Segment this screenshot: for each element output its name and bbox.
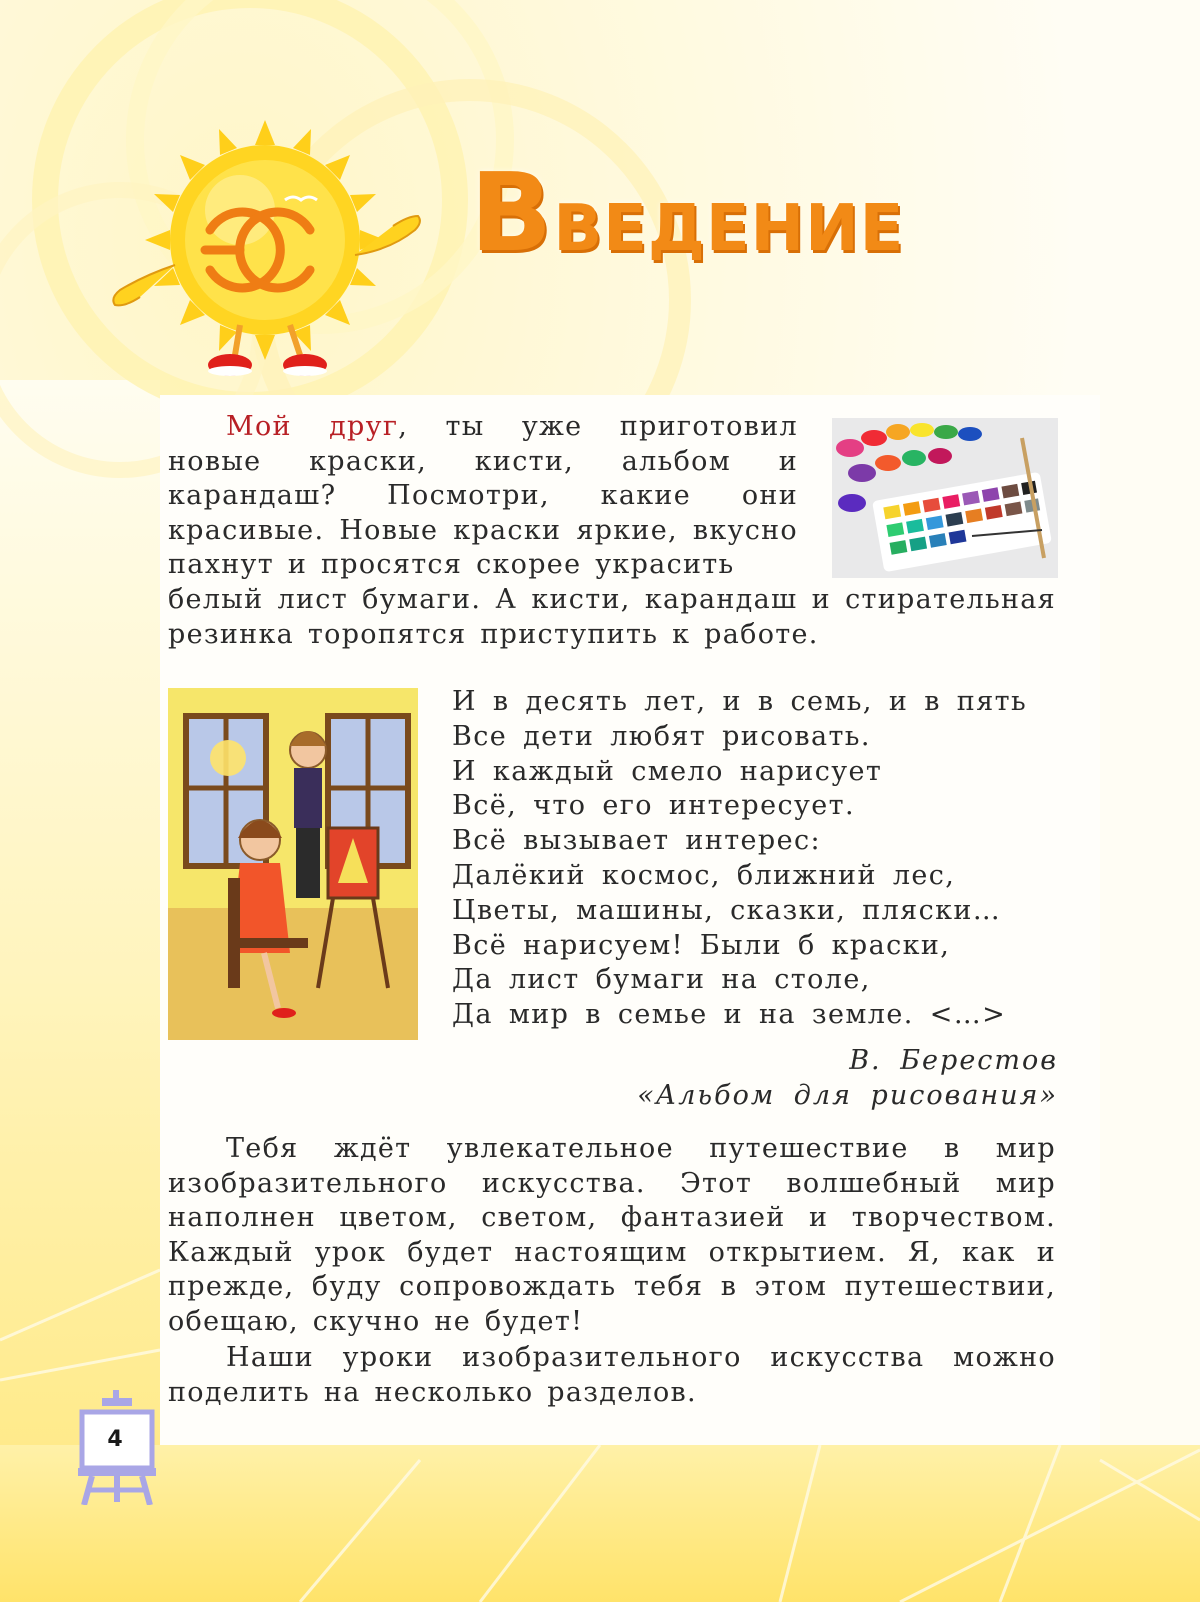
poem-line: Да лист бумаги на столе, xyxy=(452,964,871,996)
poem-line: И каждый смело нарисует xyxy=(452,755,883,787)
child-drawing-illustration xyxy=(168,688,418,1040)
poem-line: Всё вызывает интерес: xyxy=(452,825,822,857)
poem-attribution xyxy=(637,1043,1058,1113)
page-title xyxy=(470,151,905,276)
poem xyxy=(452,685,1062,1033)
title-rest: ВЕДЕНИЕ xyxy=(553,192,905,266)
sun-mascot-icon xyxy=(105,115,435,390)
poem-line: И в десять лет, и в семь, и в пять xyxy=(452,686,1028,717)
intro-paragraph xyxy=(168,410,798,583)
page-number: 4 xyxy=(107,1427,123,1452)
body-paragraph: Тебя ждёт увлекательное путешествие в мир изобразительного искусства. Этот волшебный мир наполнен цветом, светом, фантазией и творчеством. Каждый урок будет настоящим открытием. Я, как и прежде, буду сопровождать тебя в этом путешествии, обещаю, скучно не будет! xyxy=(168,1133,1056,1337)
highlight-text: Мой друг xyxy=(226,411,399,442)
poem-line: Всё, что его интересует. xyxy=(452,790,855,822)
title-first-letter: В xyxy=(470,151,554,276)
poem-line: Да мир в семье и на земле. <…> xyxy=(452,999,1007,1031)
intro-text-part1: , ты уже приготовил новые краски, кисти, альбом и карандаш? Посмотри, какие они красивые. Новые краски яркие, вкусно пахнут и просятся скорее украсить xyxy=(168,411,798,581)
intro-paragraph-continued: белый лист бумаги. А кисти, карандаш и стирательная резинка торопятся приступить к работе. xyxy=(168,584,1056,650)
poem-line: Цветы, машины, сказки, пляски… xyxy=(452,894,1002,926)
poem-source: «Альбом для рисования» xyxy=(637,1080,1058,1111)
paint-set-photo xyxy=(832,418,1058,578)
poem-line: Далёкий космос, ближний лес, xyxy=(452,859,956,891)
poem-line: Всё нарисуем! Были б краски, xyxy=(452,929,951,961)
poem-author: В. Берестов xyxy=(849,1045,1058,1076)
poem-line: Все дети любят рисовать. xyxy=(452,720,871,752)
body-paragraph: Наши уроки изобразительного искусства можно поделить на несколько разделов. xyxy=(168,1342,1056,1408)
